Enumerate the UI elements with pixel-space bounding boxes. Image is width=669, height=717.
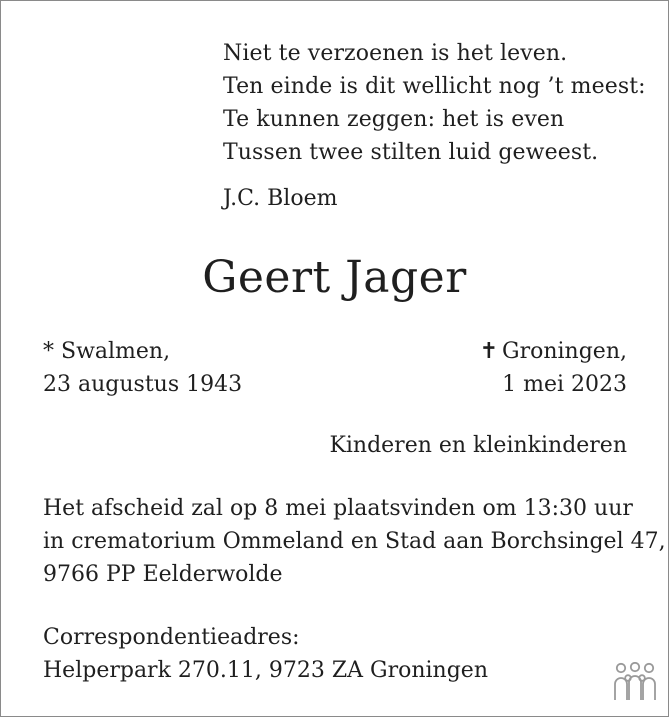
death-date: 1 mei 2023 — [502, 372, 627, 397]
poem-line: Niet te verzoenen is het leven. — [223, 41, 568, 66]
deceased-name: Geert Jager — [202, 252, 467, 303]
birth-place: * Swalmen, — [43, 339, 171, 364]
death-place: Groningen, — [502, 339, 627, 364]
death-info — [480, 335, 627, 401]
family-signature: Kinderen en kleinkinderen — [329, 433, 627, 458]
correspondence-address — [43, 621, 488, 687]
poem-line: Tussen twee stilten luid geweest. — [223, 140, 599, 165]
death-place-line — [480, 335, 627, 368]
poem-line: Ten einde is dit wellicht nog ’t meest: — [223, 74, 646, 99]
birth-info — [43, 335, 242, 401]
ceremony-details — [43, 492, 666, 591]
correspondence-label: Correspondentieadres: — [43, 625, 300, 650]
ceremony-line: in crematorium Ommeland en Stad aan Borchsingel 47, — [43, 529, 666, 554]
ceremony-line: 9766 PP Eelderwolde — [43, 562, 283, 587]
poem-line: Te kunnen zeggen: het is even — [223, 107, 565, 132]
ceremony-line: Het afscheid zal op 8 mei plaatsvinden om 13:30 uur — [43, 496, 633, 521]
poem — [223, 37, 646, 169]
birth-date: 23 augustus 1943 — [43, 372, 243, 397]
correspondence-address-line: Helperpark 270.11, 9723 ZA Groningen — [43, 658, 488, 683]
cross-icon: ✝ — [479, 339, 499, 364]
poem-author: J.C. Bloem — [223, 186, 338, 211]
people-group-icon — [613, 662, 657, 702]
